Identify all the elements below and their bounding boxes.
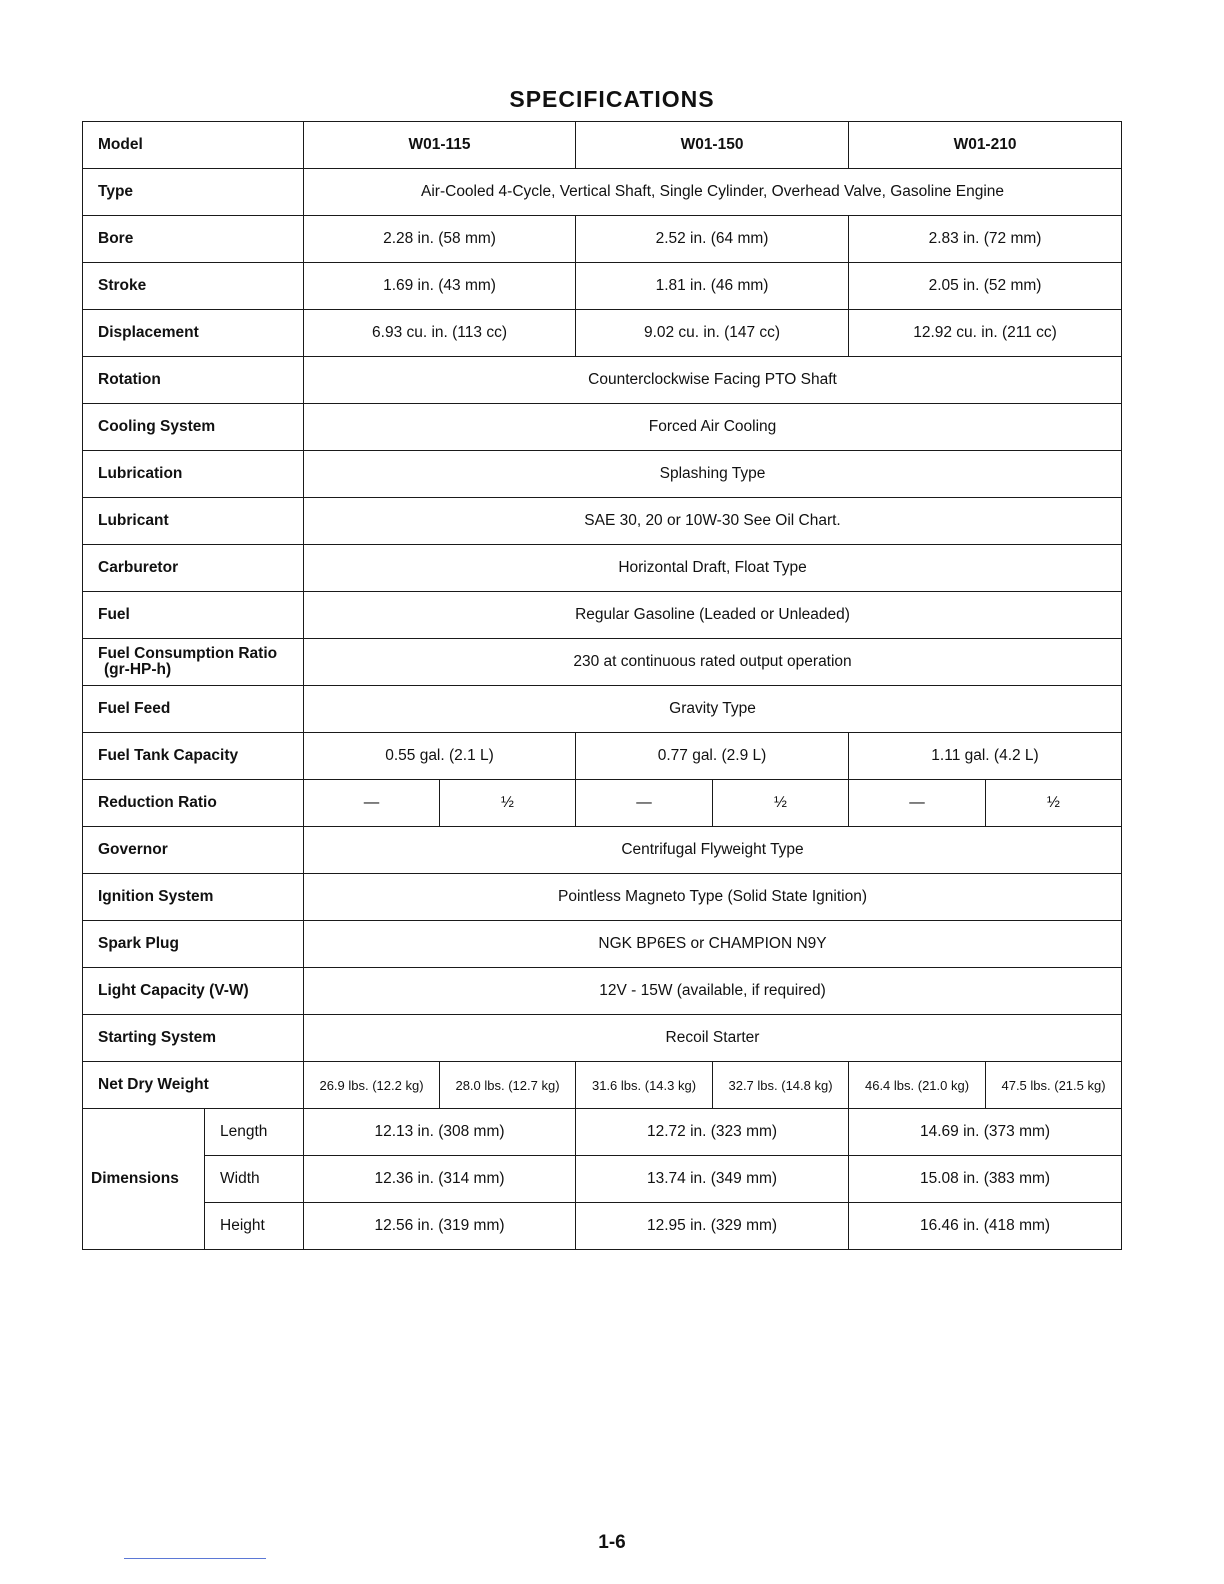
table-row-reduction — [83, 780, 1122, 827]
row-label-dimensions: Dimensions — [83, 1109, 205, 1250]
reduction-value-2: ½ — [440, 780, 576, 827]
carburetor-value: Horizontal Draft, Float Type — [304, 545, 1122, 592]
model-header-1: W01-115 — [304, 122, 576, 169]
bore-value-3: 2.83 in. (72 mm) — [849, 216, 1122, 263]
displacement-value-2: 9.02 cu. in. (147 cc) — [576, 310, 849, 357]
dimension-label-width: Width — [205, 1156, 304, 1203]
row-label-displacement: Displacement — [83, 310, 304, 357]
row-label-fuel: Fuel — [83, 592, 304, 639]
row-label-lubrication: Lubrication — [83, 451, 304, 498]
light-value: 12V - 15W (available, if required) — [304, 968, 1122, 1015]
table-row-displacement — [83, 310, 1122, 357]
row-label-rotation: Rotation — [83, 357, 304, 404]
width-value-1: 12.36 in. (314 mm) — [304, 1156, 576, 1203]
weight-value-2: 28.0 lbs. (12.7 kg) — [440, 1062, 576, 1109]
row-label-carburetor: Carburetor — [83, 545, 304, 592]
reduction-value-4: ½ — [713, 780, 849, 827]
table-row-starting — [83, 1015, 1122, 1062]
row-label-spark-plug: Spark Plug — [83, 921, 304, 968]
dimension-label-length: Length — [205, 1109, 304, 1156]
weight-value-3: 31.6 lbs. (14.3 kg) — [576, 1062, 713, 1109]
displacement-value-1: 6.93 cu. in. (113 cc) — [304, 310, 576, 357]
cooling-value: Forced Air Cooling — [304, 404, 1122, 451]
length-value-2: 12.72 in. (323 mm) — [576, 1109, 849, 1156]
fuel-feed-value: Gravity Type — [304, 686, 1122, 733]
table-row-fuel — [83, 592, 1122, 639]
row-label-bore: Bore — [83, 216, 304, 263]
row-label-model: Model — [83, 122, 304, 169]
bore-value-1: 2.28 in. (58 mm) — [304, 216, 576, 263]
fuel-consumption-unit: (gr-HP-h) — [104, 661, 172, 678]
table-row-spark-plug — [83, 921, 1122, 968]
height-value-3: 16.46 in. (418 mm) — [849, 1203, 1122, 1250]
reduction-value-3: — — [576, 780, 713, 827]
table-row-carburetor — [83, 545, 1122, 592]
width-value-3: 15.08 in. (383 mm) — [849, 1156, 1122, 1203]
table-row-fuel-consumption — [83, 639, 1122, 686]
table-row-governor — [83, 827, 1122, 874]
model-header-3: W01-210 — [849, 122, 1122, 169]
weight-value-6: 47.5 lbs. (21.5 kg) — [986, 1062, 1122, 1109]
table-row-lubricant — [83, 498, 1122, 545]
weight-value-1: 26.9 lbs. (12.2 kg) — [304, 1062, 440, 1109]
table-row-rotation — [83, 357, 1122, 404]
reduction-value-1: — — [304, 780, 440, 827]
type-value: Air-Cooled 4-Cycle, Vertical Shaft, Single Cylinder, Overhead Valve, Gasoline Engine — [304, 169, 1122, 216]
length-value-1: 12.13 in. (308 mm) — [304, 1109, 576, 1156]
weight-value-4: 32.7 lbs. (14.8 kg) — [713, 1062, 849, 1109]
model-header-2: W01-150 — [576, 122, 849, 169]
governor-value: Centrifugal Flyweight Type — [304, 827, 1122, 874]
table-row-lubrication — [83, 451, 1122, 498]
row-label-light: Light Capacity (V-W) — [83, 968, 304, 1015]
bore-value-2: 2.52 in. (64 mm) — [576, 216, 849, 263]
reduction-value-6: ½ — [986, 780, 1122, 827]
fuel-consumption-label: Fuel Consumption Ratio — [98, 645, 278, 662]
stroke-value-1: 1.69 in. (43 mm) — [304, 263, 576, 310]
height-value-1: 12.56 in. (319 mm) — [304, 1203, 576, 1250]
starting-value: Recoil Starter — [304, 1015, 1122, 1062]
ignition-value: Pointless Magneto Type (Solid State Ignition) — [304, 874, 1122, 921]
table-row-model — [83, 122, 1122, 169]
stroke-value-3: 2.05 in. (52 mm) — [849, 263, 1122, 310]
table-row-type — [83, 169, 1122, 216]
dimension-label-height: Height — [205, 1203, 304, 1250]
stroke-value-2: 1.81 in. (46 mm) — [576, 263, 849, 310]
table-row-light — [83, 968, 1122, 1015]
page-number: 1-6 — [598, 1532, 626, 1553]
table-row-bore — [83, 216, 1122, 263]
fuel-tank-value-2: 0.77 gal. (2.9 L) — [576, 733, 849, 780]
row-label-lubricant: Lubricant — [83, 498, 304, 545]
table-row-height — [83, 1203, 1122, 1250]
rotation-value: Counterclockwise Facing PTO Shaft — [304, 357, 1122, 404]
row-label-governor: Governor — [83, 827, 304, 874]
table-row-cooling — [83, 404, 1122, 451]
row-label-stroke: Stroke — [83, 263, 304, 310]
table-row-fuel-tank — [83, 733, 1122, 780]
table-row-width — [83, 1156, 1122, 1203]
row-label-reduction: Reduction Ratio — [83, 780, 304, 827]
table-row-length — [83, 1109, 1122, 1156]
reduction-value-5: — — [849, 780, 986, 827]
fuel-value: Regular Gasoline (Leaded or Unleaded) — [304, 592, 1122, 639]
specifications-table — [82, 121, 1122, 1250]
height-value-2: 12.95 in. (329 mm) — [576, 1203, 849, 1250]
table-row-stroke — [83, 263, 1122, 310]
table-row-fuel-feed — [83, 686, 1122, 733]
row-label-starting: Starting System — [83, 1015, 304, 1062]
spark-plug-value: NGK BP6ES or CHAMPION N9Y — [304, 921, 1122, 968]
page-title: SPECIFICATIONS — [509, 86, 715, 112]
row-label-cooling: Cooling System — [83, 404, 304, 451]
footer-rule — [124, 1558, 266, 1559]
displacement-value-3: 12.92 cu. in. (211 cc) — [849, 310, 1122, 357]
row-label-fuel-consumption — [83, 639, 304, 686]
row-label-fuel-feed: Fuel Feed — [83, 686, 304, 733]
width-value-2: 13.74 in. (349 mm) — [576, 1156, 849, 1203]
lubricant-value: SAE 30, 20 or 10W-30 See Oil Chart. — [304, 498, 1122, 545]
row-label-type: Type — [83, 169, 304, 216]
fuel-consumption-value: 230 at continuous rated output operation — [304, 639, 1122, 686]
length-value-3: 14.69 in. (373 mm) — [849, 1109, 1122, 1156]
row-label-fuel-tank: Fuel Tank Capacity — [83, 733, 304, 780]
fuel-tank-value-1: 0.55 gal. (2.1 L) — [304, 733, 576, 780]
fuel-tank-value-3: 1.11 gal. (4.2 L) — [849, 733, 1122, 780]
weight-value-5: 46.4 lbs. (21.0 kg) — [849, 1062, 986, 1109]
row-label-weight: Net Dry Weight — [83, 1062, 304, 1109]
row-label-ignition: Ignition System — [83, 874, 304, 921]
lubrication-value: Splashing Type — [304, 451, 1122, 498]
table-row-ignition — [83, 874, 1122, 921]
table-row-weight — [83, 1062, 1122, 1109]
